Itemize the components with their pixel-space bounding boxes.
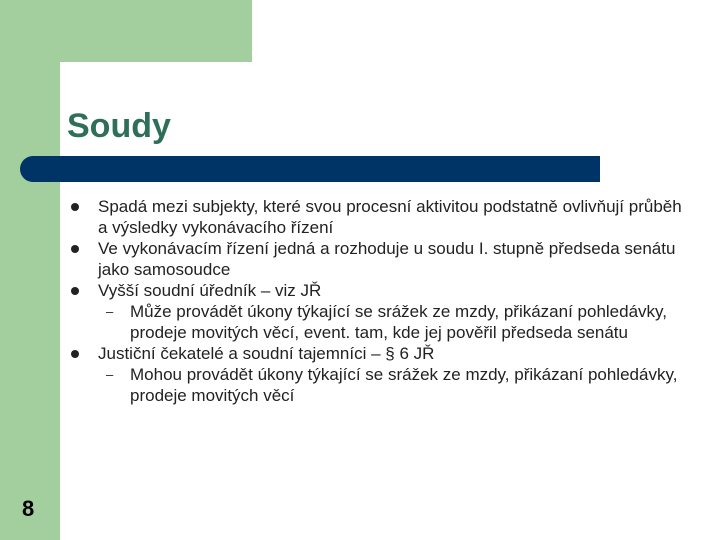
dash-icon: – [106,367,114,382]
bullet-text: Vyšší soudní úředník – viz JŘ [98,281,322,300]
slide-title: Soudy [67,107,171,145]
sub-bullet-item [70,364,690,406]
bullet-text: Ve vykonávacím řízení jedná a rozhoduje u soudu I. stupně předseda senátu jako samosoudce [98,239,676,279]
bullet-item [70,238,690,280]
sub-bullet-item [70,301,690,343]
bullet-item [70,280,690,301]
bullet-item [70,196,690,238]
sub-bullet-text: Může provádět úkony týkající se srážek ze mzdy, přikázaní pohledávky, prodeje movitých věcí, event. tam, kde jej pověřil předseda senátu [130,302,668,342]
bullet-text: Justiční čekatelé a soudní tajemníci – § 6 JŘ [98,344,435,363]
sub-bullet-text: Mohou provádět úkony týkající se srážek ze mzdy, přikázaní pohledávky, prodeje movitých věcí [130,365,678,405]
bullet-icon [71,287,79,295]
bullet-icon [71,245,79,253]
dash-icon: – [106,304,114,319]
slide-content [70,196,690,406]
decorative-top-band [0,0,252,62]
page-number: 8 [22,496,35,521]
bullet-item [70,343,690,364]
bullet-icon [71,203,79,211]
decorative-side-band [0,0,60,540]
bullet-text: Spadá mezi subjekty, které svou procesní aktivitou podstatně ovlivňují průběh a výsledky vykonávacího řízení [98,197,682,237]
bullet-icon [71,350,79,358]
title-underline-bar [20,156,600,182]
